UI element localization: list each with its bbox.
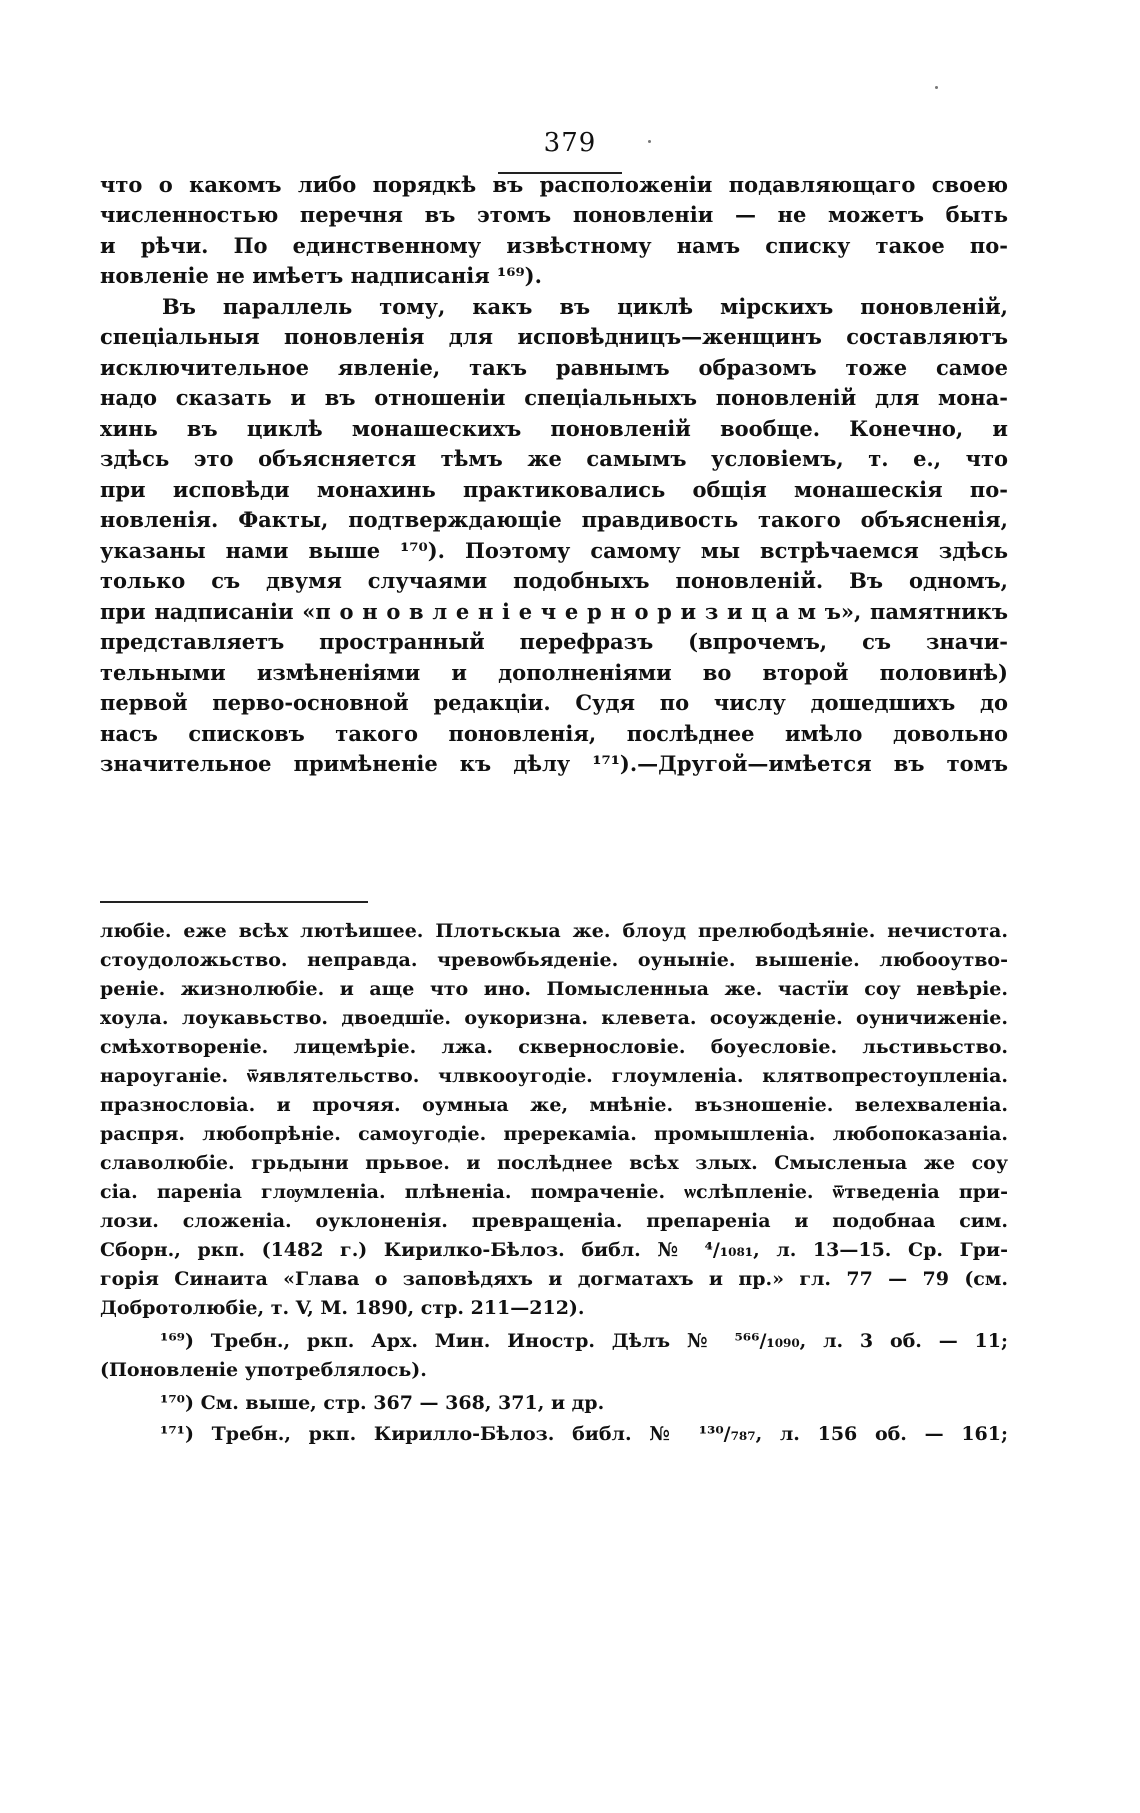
- footnote-continuation-line: сіа. пареніа глѹмленіа. плѣненіа. помраченіе. ѡслѣпленіе. ѿтведеніа при-: [100, 1181, 1008, 1203]
- footnote-continuation-line: славолюбіе. грьдыни прьвое. и послѣднее всѣх злых. Смысленыа же соу: [100, 1152, 1008, 1174]
- text-line: и рѣчи. По единственному извѣстному намъ списку такое по-: [100, 233, 1008, 258]
- footnote-continuation-line: празнословіа. и прочяя. оумныа же, мнѣніе. възношеніе. велехваленіа.: [100, 1094, 1008, 1116]
- footnote-continuation-line: хоула. лоукавьство. двоедшїе. оукоризна. клевета. осоужденіе. оуничиженіе.: [100, 1007, 1008, 1029]
- text-line: при исповѣди монахинь практиковались общія монашескія по-: [100, 477, 1008, 502]
- text-line: только съ двумя случаями подобныхъ поновленій. Въ одномъ,: [100, 568, 1008, 593]
- scan-speck: [648, 140, 651, 143]
- footnote-continuation-line: нароуганіе. ѿявлятельство. члвкооугодіе. глоумленіа. клятвопрестоупленіа.: [100, 1065, 1008, 1087]
- footnote-continuation-line: лози. сложеніа. оуклоненія. превращеніа. препареніа и подобнаа сим.: [100, 1210, 1008, 1232]
- footnote-continuation-line: распря. любопрѣніе. самоугодіе. пререкаміа. промышленіа. любопоказаніа.: [100, 1123, 1008, 1145]
- text-line: что о какомъ либо порядкѣ въ расположеніи подавляющаго своею: [100, 172, 1008, 197]
- text-line: Въ параллель тому, какъ въ циклѣ мірскихъ поновленій,: [162, 294, 1008, 319]
- text-line: новленія. Факты, подтверждающіе правдивость такого объясненія,: [100, 507, 1008, 532]
- text-line: исключительное явленіе, такъ равнымъ образомъ тоже самое: [100, 355, 1008, 380]
- text-line: тельными измѣненіями и дополненіями во второй половинѣ): [100, 660, 1008, 685]
- text-line: численностью перечня въ этомъ поновленіи — не можетъ быть: [100, 202, 1008, 227]
- text-line: здѣсь это объясняется тѣмъ же самымъ условіемъ, т. е., что: [100, 446, 1008, 471]
- footnote-continuation-line: смѣхотвореніе. лицемѣріе. лжа. сквернословіе. боуесловіе. льстивьство.: [100, 1036, 1008, 1058]
- text-line: новленіе не имѣетъ надписанія ¹⁶⁹).: [100, 263, 542, 288]
- footnote-continuation-line: реніе. жизнолюбіе. и аще что ино. Помысленныа же. частїи соу невѣріе.: [100, 978, 1008, 1000]
- text-line: представляетъ пространный перефразъ (впрочемъ, съ значи-: [100, 629, 1008, 654]
- text-line: первой перво-основной редакціи. Судя по числу дошедшихъ до: [100, 690, 1008, 715]
- footnote-continuation-line: любіе. еже всѣх лютѣишее. Плотьскыа же. блоуд прелюбодѣяніе. нечистота.: [100, 920, 1008, 942]
- text-line: спеціальныя поновленія для исповѣдницъ—женщинъ составляютъ: [100, 324, 1008, 349]
- text-line: насъ списковъ такого поновленія, послѣднее имѣло довольно: [100, 721, 1008, 746]
- text-line: указаны нами выше ¹⁷⁰). Поэтому самому мы встрѣчаемся здѣсь: [100, 538, 1008, 563]
- text-line: при надписаніи «п о н о в л е н і е ч е р н о р и з и ц а м ъ», памятникъ: [100, 599, 1008, 624]
- footnote-line: ¹⁷⁰) См. выше, стр. 367 — 368, 371, и др.: [160, 1392, 605, 1414]
- footnote-line: ¹⁶⁹) Требн., ркп. Арх. Мин. Иностр. Дѣлъ № ⁵⁶⁶/₁₀₉₀, л. 3 об. — 11;: [160, 1330, 1008, 1352]
- footnote-continuation-line: стоудоложьство. неправда. чревоѡбьяденіе. оуныніе. вышеніе. любооутво-: [100, 949, 1008, 971]
- footnote-continuation-line: Сборн., ркп. (1482 г.) Кирилко-Бѣлоз. библ. № ⁴/₁₀₈₁, л. 13—15. Ср. Гри-: [100, 1239, 1008, 1261]
- page-number: 379: [543, 128, 597, 158]
- footnote-continuation-line: горія Синаита «Глава о заповѣдяхъ и догматахъ и пр.» гл. 77 — 79 (см.: [100, 1268, 1008, 1290]
- scan-speck: [935, 86, 938, 89]
- text-line: значительное примѣненіе къ дѣлу ¹⁷¹).—Другой—имѣется въ томъ: [100, 751, 1008, 776]
- text-line: надо сказать и въ отношеніи спеціальныхъ поновленій для мона-: [100, 385, 1008, 410]
- footnote-line: (Поновленіе употреблялось).: [100, 1359, 427, 1381]
- footnote-rule: [100, 901, 368, 903]
- text-line: хинь въ циклѣ монашескихъ поновленій вообще. Конечно, и: [100, 416, 1008, 441]
- footnote-line: ¹⁷¹) Требн., ркп. Кирилло-Бѣлоз. библ. № ¹³⁰/₇₈₇, л. 156 об. — 161;: [160, 1423, 1008, 1445]
- footnote-continuation-line: Добротолюбіе, т. V, М. 1890, стр. 211—212).: [100, 1297, 585, 1319]
